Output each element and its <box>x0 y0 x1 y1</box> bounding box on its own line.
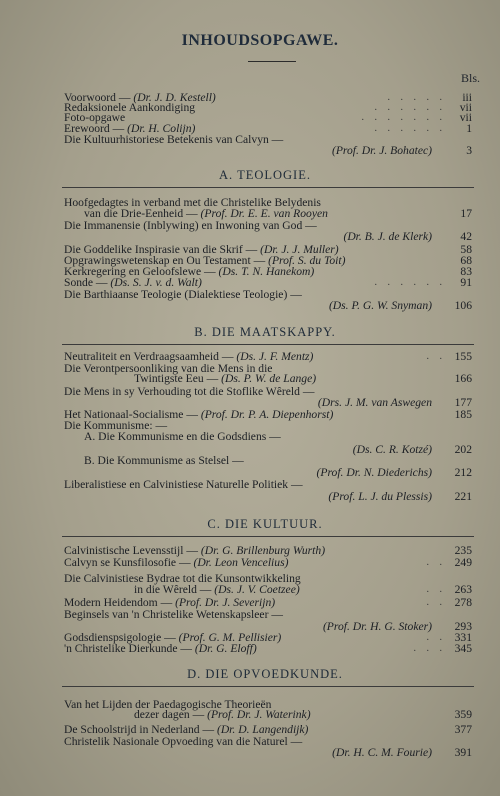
entry-text: A. Die Kommunisme en die Godsdiens — <box>84 430 281 443</box>
entry-author: (Prof. Dr. J. Bohatec) <box>331 144 432 157</box>
toc-entry <box>64 230 472 243</box>
page-number: 202 <box>454 443 472 456</box>
entry-text: Beginsels van 'n Christelike Wetenskapsleer — <box>64 608 283 621</box>
entry-title <box>332 746 432 759</box>
entry-text: Die Mens in sy Verhouding tot die Stoflike Wêreld — <box>64 385 315 398</box>
entry-text: Kerkregering en Geloofslewe — <box>64 265 219 278</box>
entry-author: (Ds. J. F. Mentz) <box>236 350 314 363</box>
page-number: 278 <box>454 596 472 609</box>
toc-entry <box>64 144 472 157</box>
page-number: 293 <box>454 620 472 633</box>
entry-text: Calvinistische Levensstijl — <box>64 544 201 557</box>
page-number: 212 <box>454 466 472 479</box>
page-number: 359 <box>454 708 472 721</box>
page-number: 249 <box>454 556 472 569</box>
leader-dots: . . . <box>413 643 446 654</box>
toc-entry <box>64 372 472 385</box>
page-number: vii <box>459 101 472 114</box>
leader-dots: . . <box>426 632 446 643</box>
entry-author: (Ds. P. G. W. Snyman) <box>328 299 432 312</box>
entry-author: (Prof. Dr. P. A. Diepenhorst) <box>200 408 334 421</box>
entry-text: De Schoolstrijd in Nederland — <box>64 723 217 736</box>
entry-text: Die Goddelike Inspirasie van die Skrif — <box>64 243 261 256</box>
entry-author: (Ds. C. R. Kotzé) <box>352 443 432 456</box>
entry-author: (Prof. Dr. E. E. van Rooyen <box>200 207 328 220</box>
title-underline <box>248 61 296 62</box>
entry-text: dezer dagen — <box>134 708 208 721</box>
page-title: INHOUDSOPGAWE. <box>181 32 339 49</box>
entry-author: (Prof. L. J. du Plessis) <box>328 490 432 503</box>
entry-title <box>329 299 432 312</box>
page-number: 3 <box>466 144 472 157</box>
entry-author: (Prof. Dr. N. Diederichs) <box>316 466 432 479</box>
entry-author: (Dr. H. Colijn) <box>127 122 196 135</box>
entry-text: Die Immanensie (Inblywing) en Inwoning van God — <box>64 219 317 232</box>
toc-entry <box>64 708 472 721</box>
entry-title <box>343 230 432 243</box>
entry-text: Die Kultuurhistoriese Betekenis van Calvyn — <box>64 133 284 146</box>
page-number: 177 <box>454 396 472 409</box>
page-number: 331 <box>454 631 472 644</box>
page-number: 68 <box>460 254 472 267</box>
entry-author: (Prof. G. M. Pellisier) <box>178 631 282 644</box>
entry-author: (Dr. D. Langendijk) <box>216 723 309 736</box>
entry-text: Die Kommunisme: — <box>64 419 168 432</box>
entry-text: Van het Lijden der Paedagogische Theorieën <box>64 698 272 711</box>
toc-entry <box>64 556 472 569</box>
entry-author: (Prof. S. du Toit) <box>268 254 346 267</box>
entry-author: (Prof. Dr. J. Severijn) <box>175 596 276 609</box>
page-column-header: Bls. <box>460 71 480 85</box>
page-number: 42 <box>460 230 472 243</box>
entry-text: Godsdienspsigologie — <box>64 631 179 644</box>
page-number: 221 <box>454 490 472 503</box>
page-number: vii <box>459 111 472 124</box>
page-number: 377 <box>454 723 472 736</box>
page-number: 106 <box>454 299 472 312</box>
leader-dots: . . <box>426 584 446 595</box>
entry-text: in die Wêreld — <box>134 583 215 596</box>
entry-title <box>134 708 311 721</box>
entry-author: (Dr. B. J. de Klerk) <box>343 230 432 243</box>
entry-author: (Dr. G. Eloff) <box>194 642 257 655</box>
entry-author: (Prof. Dr. H. G. Stoker) <box>322 620 432 633</box>
toc-entry <box>64 746 472 759</box>
entry-title <box>328 490 432 503</box>
entry-text: van die Drie-Eenheid — <box>84 207 201 220</box>
entry-title <box>134 372 316 385</box>
section-heading: B. DIE MAATSKAPPY. <box>194 325 336 339</box>
page-number: 345 <box>454 642 472 655</box>
entry-title <box>332 144 432 157</box>
page-number: 235 <box>454 544 472 557</box>
entry-author: (Drs. J. M. van Aswegen <box>317 396 432 409</box>
entry-text: Sonde — <box>64 276 111 289</box>
entry-text: Neutraliteit en Verdraagsaamheid — <box>64 350 237 363</box>
entry-author: (Dr. J. D. Kestell) <box>133 91 216 104</box>
entry-text: Modern Heidendom — <box>64 596 176 609</box>
leader-dots: . . . . . <box>387 92 446 103</box>
section-divider <box>62 187 474 188</box>
entry-title <box>84 430 281 443</box>
toc-entry <box>64 299 472 312</box>
leader-dots: . . . . . . <box>374 102 446 113</box>
page-number: 155 <box>454 350 472 363</box>
entry-text: Erewoord — <box>64 122 128 135</box>
toc-entry <box>64 490 472 503</box>
entry-text: Calvyn se Kunsfilosofie — <box>64 556 194 569</box>
leader-dots: . . . . . . . <box>361 112 446 123</box>
entry-author: (Ds. J. V. Coetzee) <box>214 583 300 596</box>
entry-author: (Ds. P. W. de Lange) <box>221 372 317 385</box>
section-divider <box>62 536 474 537</box>
entry-text: Die Calvinistiese Bydrae tot die Kunsontwikkeling <box>64 572 301 585</box>
section-divider <box>62 344 474 345</box>
section-heading: D. DIE OPVOEDKUNDE. <box>187 667 343 681</box>
page-number: 1 <box>466 122 472 135</box>
entry-author: (Dr. G. Brillenburg Wurth) <box>200 544 326 557</box>
leader-dots: . . <box>426 597 446 608</box>
entry-text: Foto-opgawe <box>64 111 126 124</box>
leader-dots: . . . . . . <box>374 277 446 288</box>
leader-dots: . . <box>426 351 446 362</box>
entry-author: (Dr. J. J. Muller) <box>260 243 339 256</box>
entry-text: Twintigste Eeu — <box>134 372 222 385</box>
leader-dots: . . . . . . <box>374 123 446 134</box>
entry-text: Het Nationaal-Socialisme — <box>64 408 201 421</box>
page-number: 166 <box>454 372 472 385</box>
entry-text: Opgrawingswetenskap en Ou Testament — <box>64 254 269 267</box>
page-number: 91 <box>460 276 472 289</box>
page-number: iii <box>462 91 472 104</box>
entry-text: Die Verontpersoonliking van die Mens in die <box>64 362 273 375</box>
page-number: 83 <box>460 265 472 278</box>
entry-author: (Prof. Dr. J. Waterink) <box>207 708 311 721</box>
section-divider <box>62 686 474 687</box>
entry-text: B. Die Kommunisme as Stelsel — <box>84 454 244 467</box>
page-number: 185 <box>454 408 472 421</box>
entry-text: Liberalistiese en Calvinistiese Naturelle Politiek — <box>64 478 303 491</box>
section-heading: C. DIE KULTUUR. <box>207 517 323 531</box>
page-number: 263 <box>454 583 472 596</box>
entry-text: 'n Christelike Dierkunde — <box>64 642 195 655</box>
toc-entry <box>64 583 472 596</box>
entry-text: Die Barthiaanse Teologie (Dialektiese Teologie) — <box>64 288 302 301</box>
entry-text: Redaksionele Aankondiging <box>64 101 196 114</box>
page-number: 17 <box>460 207 472 220</box>
page-number: 391 <box>454 746 472 759</box>
entry-text: Christelik Nasionale Opvoeding van die Naturel — <box>64 735 303 748</box>
toc-entry <box>64 642 472 655</box>
entry-author: (Ds. T. N. Hanekom) <box>218 265 315 278</box>
toc-entry <box>64 430 472 443</box>
leader-dots: . . <box>426 557 446 568</box>
entry-author: (Dr. Leon Vencelius) <box>193 556 289 569</box>
section-heading: A. TEOLOGIE. <box>219 168 311 182</box>
entry-author: (Ds. S. J. v. d. Walt) <box>110 276 202 289</box>
entry-author: (Dr. H. C. M. Fourie) <box>332 746 432 759</box>
entry-text: Voorwoord — <box>64 91 134 104</box>
page-number: 58 <box>460 243 472 256</box>
entry-text: Hoofgedagtes in verband met die Christelike Belydenis <box>64 196 321 209</box>
